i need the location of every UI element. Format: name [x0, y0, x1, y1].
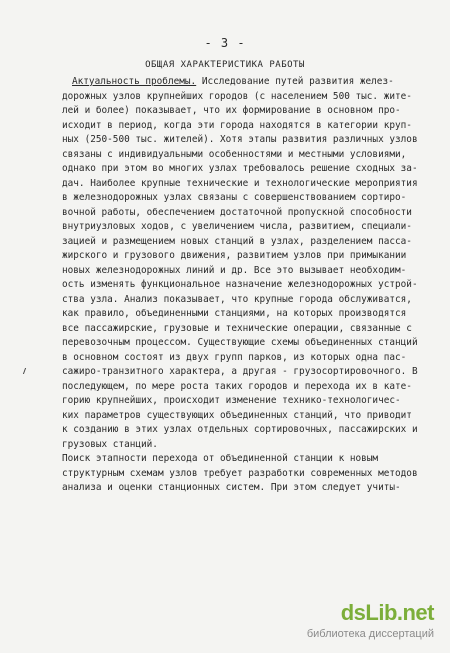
margin-pen-mark — [23, 368, 34, 374]
watermark-logo: dsLib.net — [340, 600, 434, 625]
body-line: дач. Наиболее крупные технические и технологические мероприятия — [62, 177, 418, 189]
body-line: однако при этом во многих узлах требовалось решение сходных за- — [62, 163, 418, 174]
body-line: в железнодорожных узлах связаны с совершенствованием сортиро- — [62, 192, 407, 203]
body-line: к созданию в этих узлах отдельных сортировочных, пассажирских и — [62, 424, 418, 435]
body-line: дорожных узлов крупнейших городов (с населением 500 тыс. жите- — [62, 90, 412, 102]
body-line: горию крупнейших, происходит изменение технико-технологичес- — [62, 395, 401, 406]
body-line: исходит в период, когда эти города находятся в категории круп- — [62, 119, 412, 131]
body-line: грузовых станций. — [62, 438, 158, 450]
body-line: жирского и грузового движения, развитием узлов при примыкании — [62, 250, 407, 261]
body-line: новых железнодорожных линий и др. Все это вызывает необходим- — [62, 264, 407, 276]
page-number: - 3 - — [204, 36, 246, 50]
body-line: ных (250-500 тыс. жителей). Хотя этапы развития различных узлов — [62, 134, 418, 145]
body-line: внутриузловых ходов, с увеличением числа, развитием, специали- — [62, 221, 412, 232]
body-line: лей и более) показывает, что их формирование в основном про- — [62, 105, 401, 116]
watermark — [268, 600, 448, 650]
body-line: все пассажирские, грузовые и технические операции, связанные с — [62, 322, 412, 334]
body-line: анализа и оценки станционных систем. При этом следует учиты- — [62, 482, 401, 493]
body-line: сажиро-транзитного характера, а другая - грузосортировочного. В — [62, 366, 418, 377]
body-line: зацией и размещением новых станций в узлах, разделением пасса- — [62, 235, 412, 247]
body-line: Поиск этапности перехода от объединенной станции к новым — [62, 453, 379, 464]
body-line-text: Исследование путей развития желез- — [196, 76, 394, 87]
body-line: перевозочным процессом. Существующие схемы объединенных станций — [62, 337, 418, 348]
body-line — [72, 76, 394, 88]
body-line: в основном состоят из двух групп парков, из которых одна пас- — [62, 351, 407, 363]
body-line: ства узла. Анализ показывает, что крупные города обслуживатся, — [62, 293, 412, 305]
body-line: структурным схемам узлов требует разработки современных методов — [62, 467, 418, 479]
body-line: как правило, объединенными станциями, на которых производятся — [62, 308, 407, 319]
section-title: ОБЩАЯ ХАРАКТЕРИСТИКА РАБОТЫ — [145, 60, 305, 70]
body-line: последующем, по мере роста таких городов и перехода их в кате- — [62, 380, 412, 392]
body-line: вочной работы, обеспечением достаточной пропускной способности — [62, 206, 412, 218]
body-line: связаны с индивидуальными особенностями и местными условиями, — [62, 148, 407, 160]
lead-underlined: Актуальность проблемы. — [72, 76, 197, 87]
body-line: ких параметров существующих объединенных станций, что приводит — [62, 409, 412, 421]
body-line: ость изменять функциональное назначение железнодорожных устрой- — [62, 279, 418, 290]
watermark-subtitle: библиотека диссертаций — [306, 628, 434, 640]
